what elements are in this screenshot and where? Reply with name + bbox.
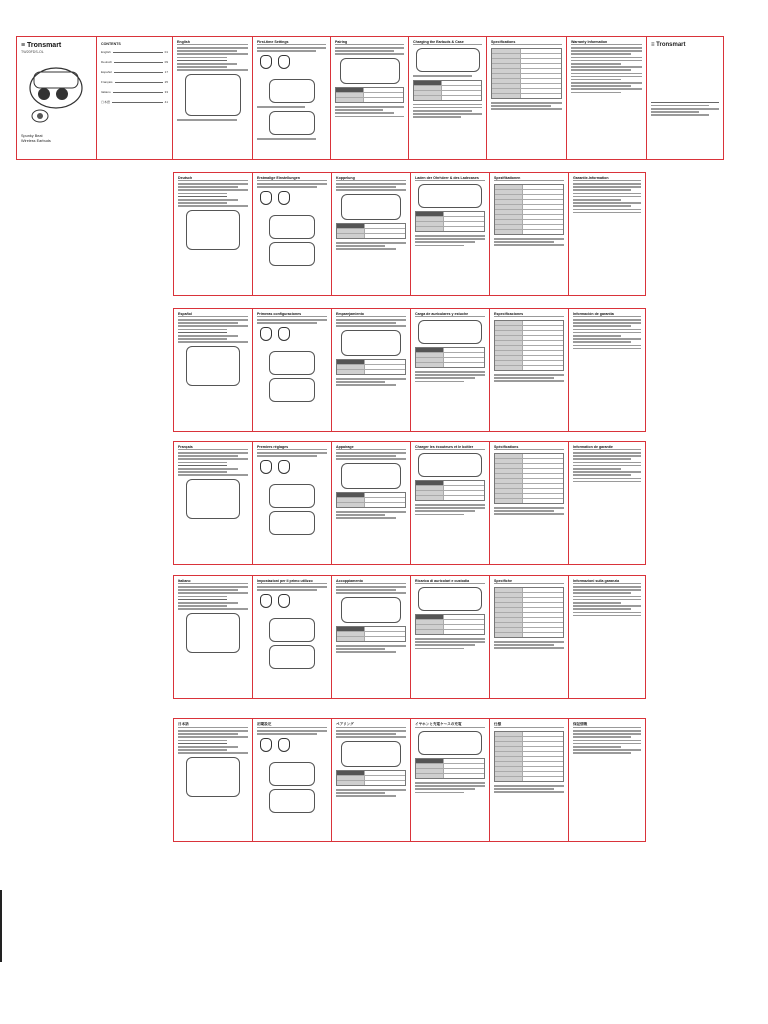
panel-heading: Especificaciones: [494, 312, 564, 317]
cover-brand: ≡ Tronsmart: [21, 42, 62, 49]
panel-setup: [253, 37, 331, 159]
panel-intro: [174, 173, 253, 295]
panel-heading: Información de garantía: [573, 312, 641, 317]
panel-pairing: [332, 309, 411, 431]
panel-pairing: [332, 442, 411, 564]
panel-intro: [173, 37, 253, 159]
panel-heading: Specifications: [491, 40, 562, 45]
contents-title: CONTENTS: [101, 42, 121, 46]
earbuds-case-illustration: [22, 58, 92, 128]
panel-setup: [253, 719, 332, 841]
earbud-icon: [260, 594, 272, 608]
panel-charging: [411, 309, 490, 431]
panel-heading: First-time Settings: [257, 40, 326, 45]
panel-heading: 初期設定: [257, 722, 327, 728]
panel-heading: English: [177, 40, 248, 45]
panel-charging: [411, 442, 490, 564]
panel-heading: Pairing: [335, 40, 404, 45]
panel-heading: Carga de auriculares y estuche: [415, 312, 485, 317]
contents-row: Deutsch 09: [101, 60, 168, 64]
earbud-icon: [260, 55, 272, 69]
case-illustration: [185, 74, 241, 116]
panel-heading: Appairage: [336, 445, 406, 450]
case-illustration: [269, 351, 315, 375]
charging-illustration: [418, 184, 482, 208]
sheet-francais: [173, 441, 646, 565]
contents-row: English 01: [101, 50, 168, 54]
panel-heading: Deutsch: [178, 176, 248, 181]
case-illustration: [269, 645, 315, 669]
panel-heading: Impostazioni per il primo utilizzo: [257, 579, 327, 584]
case-illustration: [269, 378, 315, 402]
earbud-icon: [278, 594, 290, 608]
panel-heading: ペアリング: [336, 722, 406, 728]
earbud-icon: [278, 460, 290, 474]
panel-specs: [490, 719, 569, 841]
contents-row: 日本語 41: [101, 100, 168, 104]
contents-row: Français 25: [101, 80, 168, 84]
sheet-espanol: [173, 308, 646, 432]
case-illustration: [186, 613, 240, 653]
case-illustration: [269, 215, 315, 239]
panel-heading: Warranty Information: [571, 40, 642, 45]
panel-specs: [490, 576, 569, 698]
phone-pairing-illustration: [341, 330, 401, 356]
panel-warranty: [569, 576, 645, 698]
panel-specs: [487, 37, 567, 159]
panel-specs: [490, 309, 569, 431]
panel-pairing: [332, 719, 411, 841]
panel-heading: 仕様: [494, 722, 564, 728]
panel-pairing: [332, 173, 411, 295]
contents-row: Italiano 33: [101, 90, 168, 94]
panel-warranty: [567, 37, 647, 159]
panel-heading: Premiers réglages: [257, 445, 327, 450]
panel-heading: Informazioni sulla garanzia: [573, 579, 641, 584]
panel-charging: [411, 576, 490, 698]
panel-intro: [174, 719, 253, 841]
panel-heading: Français: [178, 445, 248, 450]
case-illustration: [269, 618, 315, 642]
case-illustration: [186, 757, 240, 797]
panel-heading: Charging the Earbuds & Case: [413, 40, 482, 45]
charging-illustration: [418, 320, 482, 344]
panel-heading: Laden der Ohrhörer & des Ladecases: [415, 176, 485, 181]
panel-intro: [174, 309, 253, 431]
panel-warranty: [569, 719, 645, 841]
panel-heading: Koppelung: [336, 176, 406, 181]
case-illustration: [186, 479, 240, 519]
panel-heading: 日本語: [178, 722, 248, 728]
panel-heading: 保証情報: [573, 722, 641, 728]
charging-illustration: [418, 453, 482, 477]
earbud-icon: [278, 738, 290, 752]
panel-heading: Emparejamiento: [336, 312, 406, 317]
panel-setup: [253, 173, 332, 295]
earbud-icon: [260, 738, 272, 752]
sheet-english: [16, 36, 724, 160]
panel-intro: [174, 576, 253, 698]
panel-heading: Spezifikationen: [494, 176, 564, 181]
panel-heading: Charger les écouteurs et le boîtier: [415, 445, 485, 450]
charging-illustration: [418, 587, 482, 611]
panel-warranty: [569, 309, 645, 431]
earbud-icon: [278, 191, 290, 205]
sheet-italiano: [173, 575, 646, 699]
panel-heading: Specifiche: [494, 579, 564, 584]
earbud-icon: [260, 327, 272, 341]
sheet-deutsch: [173, 172, 646, 296]
contents-row: Español 17: [101, 70, 168, 74]
phone-pairing-illustration: [341, 194, 401, 220]
panel-warranty: [569, 442, 645, 564]
earbud-icon: [278, 55, 290, 69]
panel-heading: Erstmalige Einstellungen: [257, 176, 327, 181]
panel-specs: [490, 173, 569, 295]
panel-heading: Primeras configuraciones: [257, 312, 327, 317]
panel-heading: Italiano: [178, 579, 248, 584]
panel-heading: Español: [178, 312, 248, 317]
cover-panel: [17, 37, 97, 159]
panel-charging: [411, 719, 490, 841]
case-illustration: [186, 210, 240, 250]
cover-product-name-line2: Wireless Earbuds: [21, 139, 51, 143]
phone-pairing-illustration: [341, 741, 401, 767]
panel-charging: [411, 173, 490, 295]
panel-setup: [253, 442, 332, 564]
cover-model: TW20FDS-OL: [21, 50, 44, 54]
panel-heading: イヤホンと充電ケースの充電: [415, 722, 485, 728]
earbud-icon: [260, 460, 272, 474]
case-illustration: [269, 762, 315, 786]
panel-charging: [409, 37, 487, 159]
cover-product-name-line1: Spunky Beat: [21, 134, 43, 138]
charging-illustration: [416, 48, 480, 72]
panel-pairing: [331, 37, 409, 159]
earbud-icon: [278, 327, 290, 341]
case-illustration: [269, 79, 315, 103]
phone-pairing-illustration: [341, 597, 401, 623]
earbud-icon: [260, 191, 272, 205]
phone-pairing-illustration: [340, 58, 400, 84]
panel-heading: Spécifications: [494, 445, 564, 450]
panel-heading: Ricarica di auricolari e custodia: [415, 579, 485, 584]
case-illustration: [269, 511, 315, 535]
panel-pairing: [332, 576, 411, 698]
back-cover-panel: [647, 37, 723, 159]
sheet-japanese: [173, 718, 646, 842]
case-illustration: [269, 789, 315, 813]
panel-heading: Garantie-Information: [573, 176, 641, 181]
left-edge-marker: [0, 890, 2, 962]
panel-specs: [490, 442, 569, 564]
panel-intro: [174, 442, 253, 564]
charging-illustration: [418, 731, 482, 755]
phone-pairing-illustration: [341, 463, 401, 489]
case-illustration: [269, 242, 315, 266]
panel-warranty: [569, 173, 645, 295]
panel-setup: [253, 309, 332, 431]
panel-heading: Information de garantie: [573, 445, 641, 450]
case-illustration: [269, 111, 315, 135]
case-illustration: [269, 484, 315, 508]
panel-setup: [253, 576, 332, 698]
back-brand: ≡ Tronsmart: [651, 42, 686, 48]
case-illustration: [186, 346, 240, 386]
panel-heading: Accoppiamento: [336, 579, 406, 584]
contents-panel: [97, 37, 173, 159]
